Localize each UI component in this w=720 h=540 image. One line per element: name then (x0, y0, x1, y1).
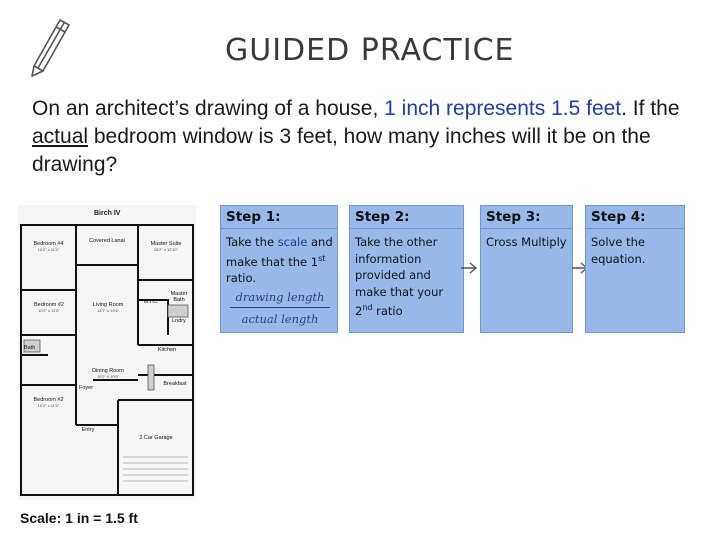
scale-label: Scale: 1 in = 1.5 ft (20, 510, 138, 526)
question-highlight: 1 inch represents 1.5 feet (384, 97, 622, 120)
room-label: Bedroom #4 10'2" x 11'0" (33, 241, 64, 252)
pencil-icon (20, 12, 72, 78)
room-label: Bedroom #2 10'2" x 11'0" (33, 397, 64, 408)
question-underlined: actual (32, 125, 89, 148)
step-4 (585, 205, 685, 333)
question-text (32, 95, 702, 179)
question-part3: bedroom window is 3 feet, how many inches will it be on the drawing? (32, 125, 651, 176)
step-body: Take the scale and make that the 1st ratio. (226, 235, 333, 285)
room-label: Living Room 14'7" x 19'4" (92, 302, 124, 313)
step-heading: Step 1: (226, 209, 281, 225)
room-label: 2 Car Garage (139, 435, 173, 441)
step-3 (480, 205, 573, 333)
floor-plan-title: Birch IV (94, 210, 121, 217)
room-label: Covered Lanai (89, 238, 125, 244)
ratio-denominator: actual length (241, 312, 319, 326)
room-label: Bath (24, 345, 36, 351)
step-body: Solve the equation. (591, 235, 646, 266)
ratio-fraction (230, 290, 330, 326)
step-heading: Step 3: (486, 209, 541, 225)
question-part2: . If the (621, 97, 680, 120)
room-label: Master Bath (170, 291, 188, 303)
step-1 (220, 205, 338, 333)
arrow-right-icon (460, 261, 480, 275)
room-label: Dining Room 10'2" x 10'0" (92, 368, 124, 379)
steps-panel (220, 205, 685, 335)
room-label: Foyer (78, 385, 94, 391)
page-title: GUIDED PRACTICE (225, 33, 515, 68)
step-body: Cross Multiply (486, 235, 567, 249)
room-label: Kitchen (157, 347, 177, 353)
step-heading: Step 4: (591, 209, 646, 225)
room-label: Master Suite 15'2" x 12'10" (150, 241, 182, 252)
room-label: Breakfast (163, 381, 187, 387)
room-label: W.I.C. (143, 299, 159, 305)
step-heading: Step 2: (355, 209, 410, 225)
room-label: Bedroom #2 10'2" x 11'0" (34, 302, 64, 313)
step-body: Take the other information provided and make that your 2nd ratio (355, 235, 444, 318)
ratio-numerator: drawing length (235, 290, 325, 304)
floor-plan (18, 205, 196, 500)
step-2 (349, 205, 464, 333)
room-label: Lndry (172, 318, 186, 324)
question-part1: On an architect’s drawing of a house, (32, 97, 385, 120)
room-label: Entry (81, 427, 95, 433)
